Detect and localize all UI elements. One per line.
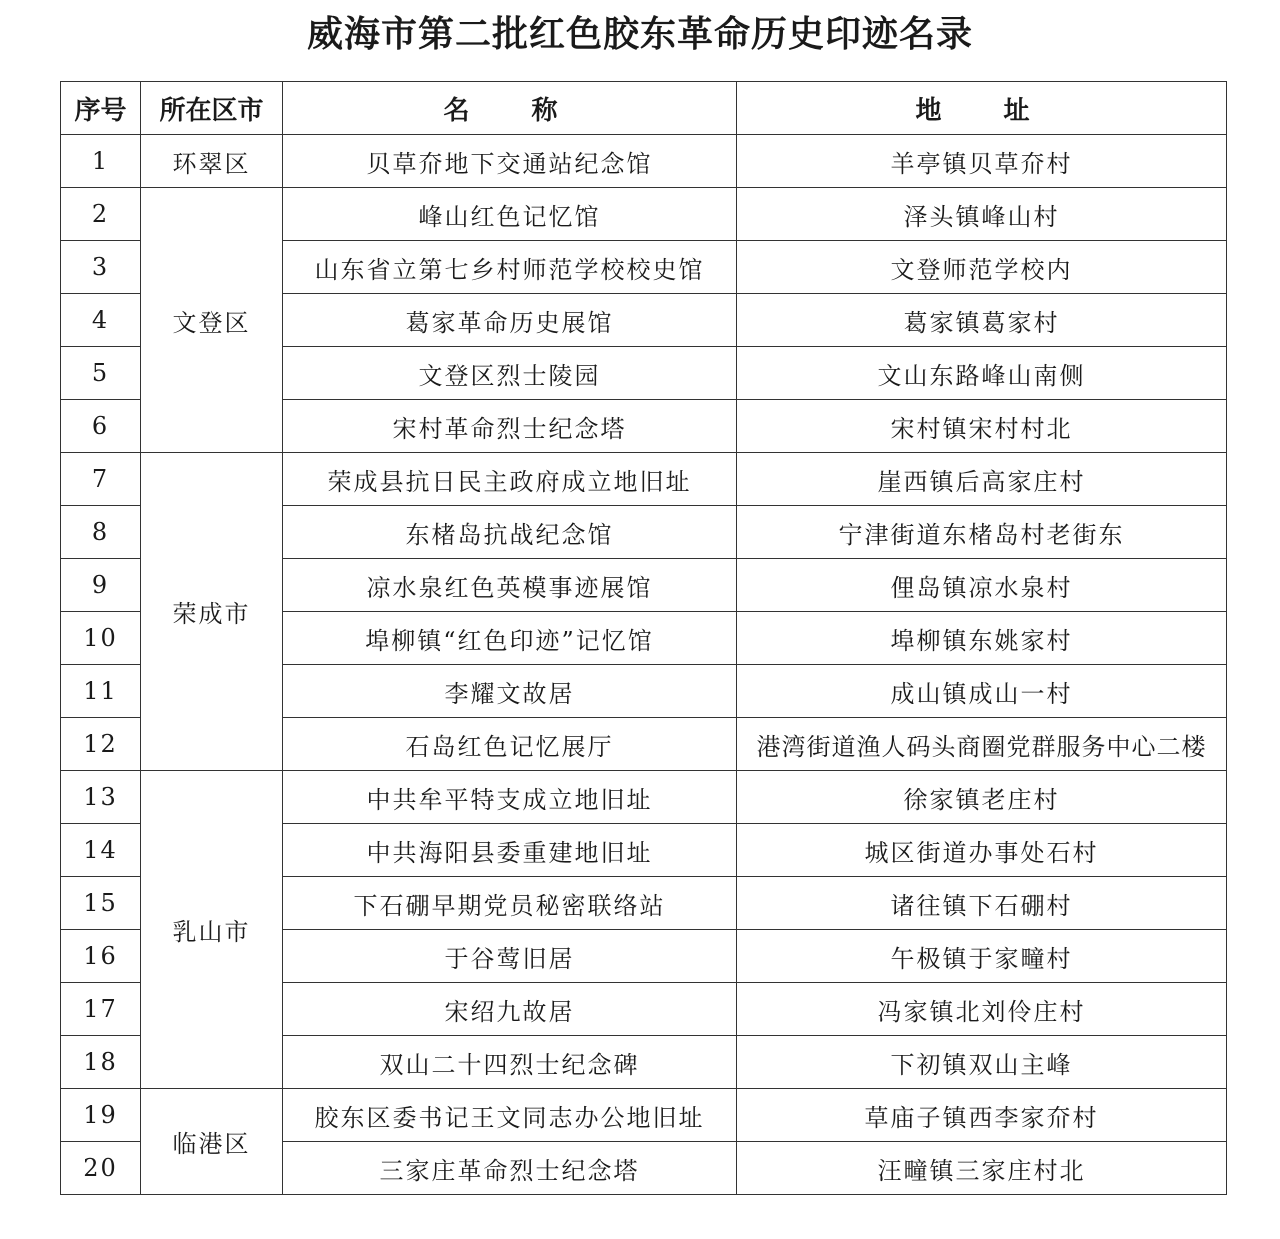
row-address: 俚岛镇凉水泉村 bbox=[737, 559, 1227, 612]
row-seq: 7 bbox=[61, 453, 141, 506]
row-seq: 12 bbox=[61, 718, 141, 771]
row-seq: 8 bbox=[61, 506, 141, 559]
row-seq: 15 bbox=[61, 877, 141, 930]
row-name: 于谷莺旧居 bbox=[283, 930, 737, 983]
row-seq: 4 bbox=[61, 294, 141, 347]
row-seq: 10 bbox=[61, 612, 141, 665]
district-cell: 文登区 bbox=[141, 188, 283, 453]
row-name: 中共牟平特支成立地旧址 bbox=[283, 771, 737, 824]
table-row bbox=[61, 771, 1227, 824]
row-address: 下初镇双山主峰 bbox=[737, 1036, 1227, 1089]
row-name: 下石硼早期党员秘密联络站 bbox=[283, 877, 737, 930]
row-name: 三家庄革命烈士纪念塔 bbox=[283, 1142, 737, 1195]
row-name: 双山二十四烈士纪念碑 bbox=[283, 1036, 737, 1089]
row-address: 文登师范学校内 bbox=[737, 241, 1227, 294]
row-seq: 2 bbox=[61, 188, 141, 241]
header-seq: 序号 bbox=[61, 82, 141, 135]
row-address: 港湾街道渔人码头商圈党群服务中心二楼 bbox=[737, 718, 1227, 771]
table-row bbox=[61, 453, 1227, 506]
row-address: 泽头镇峰山村 bbox=[737, 188, 1227, 241]
row-seq: 14 bbox=[61, 824, 141, 877]
row-name: 峰山红色记忆馆 bbox=[283, 188, 737, 241]
row-name: 埠柳镇“红色印迹”记忆馆 bbox=[283, 612, 737, 665]
row-address: 埠柳镇东姚家村 bbox=[737, 612, 1227, 665]
records-table bbox=[60, 81, 1227, 1195]
row-name: 荣成县抗日民主政府成立地旧址 bbox=[283, 453, 737, 506]
row-name: 山东省立第七乡村师范学校校史馆 bbox=[283, 241, 737, 294]
header-name: 名 称 bbox=[283, 82, 737, 135]
row-name: 贝草夼地下交通站纪念馆 bbox=[283, 135, 737, 188]
row-name: 宋村革命烈士纪念塔 bbox=[283, 400, 737, 453]
table-row bbox=[61, 188, 1227, 241]
row-seq: 16 bbox=[61, 930, 141, 983]
row-address: 诸往镇下石硼村 bbox=[737, 877, 1227, 930]
row-name: 中共海阳县委重建地旧址 bbox=[283, 824, 737, 877]
row-address: 宁津街道东楮岛村老街东 bbox=[737, 506, 1227, 559]
row-address: 徐家镇老庄村 bbox=[737, 771, 1227, 824]
row-address: 草庙子镇西李家夼村 bbox=[737, 1089, 1227, 1142]
district-cell: 临港区 bbox=[141, 1089, 283, 1195]
row-seq: 18 bbox=[61, 1036, 141, 1089]
row-name: 凉水泉红色英模事迹展馆 bbox=[283, 559, 737, 612]
row-address: 午极镇于家疃村 bbox=[737, 930, 1227, 983]
row-name: 文登区烈士陵园 bbox=[283, 347, 737, 400]
row-name: 胶东区委书记王文同志办公地旧址 bbox=[283, 1089, 737, 1142]
row-address: 汪疃镇三家庄村北 bbox=[737, 1142, 1227, 1195]
row-name: 李耀文故居 bbox=[283, 665, 737, 718]
district-cell: 乳山市 bbox=[141, 771, 283, 1089]
row-address: 文山东路峰山南侧 bbox=[737, 347, 1227, 400]
row-seq: 9 bbox=[61, 559, 141, 612]
district-cell: 环翠区 bbox=[141, 135, 283, 188]
page-title: 威海市第二批红色胶东革命历史印迹名录 bbox=[306, 13, 973, 55]
district-cell: 荣成市 bbox=[141, 453, 283, 771]
row-address: 羊亭镇贝草夼村 bbox=[737, 135, 1227, 188]
row-name: 葛家革命历史展馆 bbox=[283, 294, 737, 347]
row-seq: 19 bbox=[61, 1089, 141, 1142]
header-address: 地 址 bbox=[737, 82, 1227, 135]
row-address: 城区街道办事处石村 bbox=[737, 824, 1227, 877]
row-seq: 5 bbox=[61, 347, 141, 400]
table-row bbox=[61, 1089, 1227, 1142]
row-seq: 13 bbox=[61, 771, 141, 824]
header-district: 所在区市 bbox=[141, 82, 283, 135]
row-address: 葛家镇葛家村 bbox=[737, 294, 1227, 347]
row-seq: 3 bbox=[61, 241, 141, 294]
table-row bbox=[61, 135, 1227, 188]
row-seq: 11 bbox=[61, 665, 141, 718]
row-seq: 17 bbox=[61, 983, 141, 1036]
row-address: 成山镇成山一村 bbox=[737, 665, 1227, 718]
row-seq: 1 bbox=[61, 135, 141, 188]
row-name: 石岛红色记忆展厅 bbox=[283, 718, 737, 771]
row-address: 宋村镇宋村村北 bbox=[737, 400, 1227, 453]
row-seq: 6 bbox=[61, 400, 141, 453]
row-name: 东楮岛抗战纪念馆 bbox=[283, 506, 737, 559]
row-address: 崖西镇后高家庄村 bbox=[737, 453, 1227, 506]
row-seq: 20 bbox=[61, 1142, 141, 1195]
header-row bbox=[61, 82, 1227, 135]
row-name: 宋绍九故居 bbox=[283, 983, 737, 1036]
row-address: 冯家镇北刘伶庄村 bbox=[737, 983, 1227, 1036]
